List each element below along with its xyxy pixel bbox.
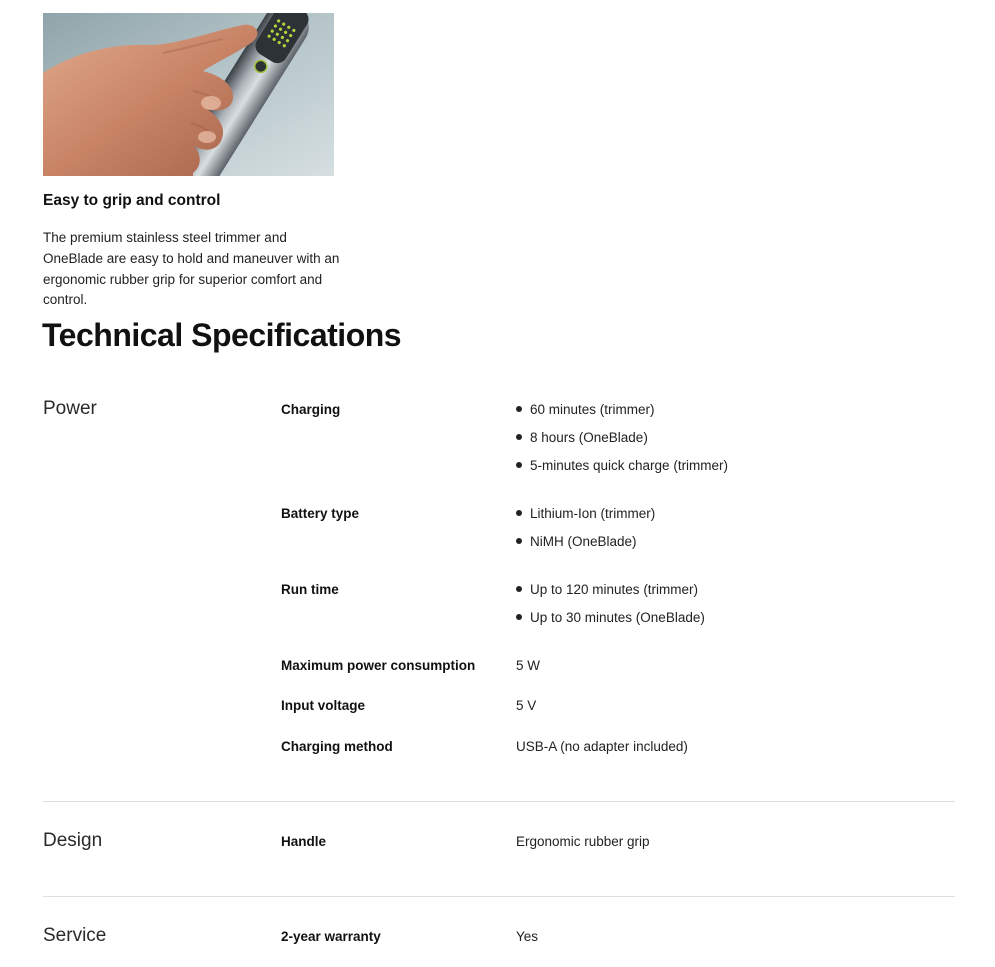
spec-label-handle: Handle [281, 834, 327, 849]
product-photo [43, 13, 334, 176]
hand-holding-trimmer-illustration [43, 13, 334, 176]
spec-value-battery-1: Lithium-Ion (trimmer) [516, 506, 655, 521]
spec-value-max-power: 5 W [516, 658, 541, 673]
spec-value-warranty: Yes [516, 929, 539, 944]
spec-label-battery-type: Battery type [281, 506, 360, 521]
spec-value-charging-2: 8 hours (OneBlade) [516, 430, 648, 445]
spec-value-runtime-2: Up to 30 minutes (OneBlade) [516, 610, 705, 625]
section-divider [43, 896, 955, 897]
spec-value-handle: Ergonomic rubber grip [516, 834, 650, 849]
spec-value-charging-3: 5-minutes quick charge (trimmer) [516, 458, 728, 473]
feature-title: Easy to grip and control [43, 192, 221, 209]
spec-value-battery-2: NiMH (OneBlade) [516, 534, 637, 549]
spec-label-run-time: Run time [281, 582, 339, 597]
spec-label-charging: Charging [281, 402, 341, 417]
section-divider [43, 801, 955, 802]
section-design-heading: Design [43, 830, 103, 851]
spec-label-warranty: 2-year warranty [281, 929, 381, 944]
technical-specifications-heading: Technical Specifications [42, 317, 402, 353]
spec-value-runtime-1: Up to 120 minutes (trimmer) [516, 582, 698, 597]
section-power-heading: Power [43, 398, 97, 419]
spec-label-charging-method: Charging method [281, 739, 393, 754]
section-service-heading: Service [43, 925, 107, 946]
spec-value-charging-method: USB-A (no adapter included) [516, 739, 688, 754]
spec-label-max-power: Maximum power consumption [281, 658, 476, 673]
spec-label-input-voltage: Input voltage [281, 698, 365, 713]
feature-description: The premium stainless steel trimmer and OneBlade are easy to hold and maneuver with an ergonomic rubber grip for superior comfort and control. [43, 230, 340, 308]
spec-value-input-voltage: 5 V [516, 698, 537, 713]
spec-value-charging-1: 60 minutes (trimmer) [516, 402, 655, 417]
